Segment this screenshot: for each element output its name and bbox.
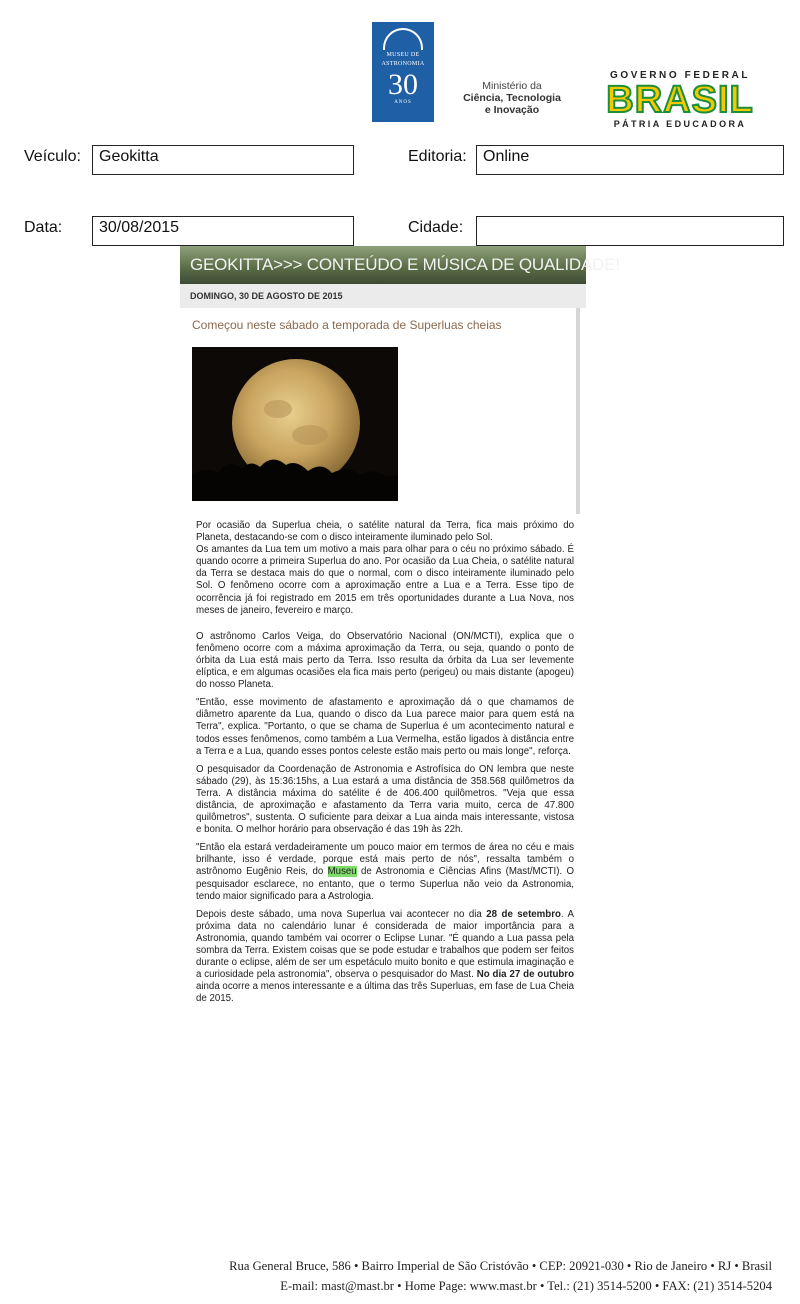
blog-banner: GEOKITTA>>> CONTEÚDO E MÚSICA DE QUALIDADE! bbox=[180, 246, 586, 284]
ministry-logo bbox=[452, 80, 572, 116]
data-field: 30/08/2015 bbox=[92, 216, 354, 246]
editoria-field: Online bbox=[476, 145, 784, 175]
article-paragraph-7: Depois deste sábado, uma nova Superlua vai acontecer no dia 28 de setembro. A próxima data no calendário lunar é considerada de maior importância para a Astronomia, quando também vai ocorrer o Eclipse Lunar. "É quando a Lua passa pela sombra da Terra. Existem coisas que se pode estudar e trabalhos que podem ser feitos durante o eclipse, além de ser um espetáculo muito bonito e que estimula imaginação e a curiosidade pela astronomia", observa o pesquisador do Mast. No dia 27 de outubro ainda ocorre a menos interessante e a última das três Superluas, em fase de Lua Cheia de 2015. bbox=[196, 908, 574, 1005]
article-paragraph-4: "Então, esse movimento de afastamento e aproximação dá o que chamamos de diâmetro aparente da Lua, quando o disco da Lua parece maior para quem está na Terra", explica. "Portanto, o que se chama de Superlua é um acontecimento natural e todos esses fenômenos, como também a Lua Vermelha, estão ligados à distância entre a Terra e a Lua, quando esses pontos celeste estão mais perto ou mais longe", reforça. bbox=[196, 697, 574, 757]
government-top: GOVERNO FEDERAL bbox=[609, 70, 751, 81]
article-body bbox=[196, 520, 574, 1011]
article-paragraph-3: O astrônomo Carlos Veiga, do Observatório Nacional (ON/MCTI), explica que o fenômeno ocorre com a máxima aproximação da Terra, ou seja, quando o ponto de órbita da Lua está mais perto da Terra. Isso resulta da órbita da Lua ser levemente elíptica, e em algumas ocasiões ela fica mais perto (perigeu) ou mais distante (apogeu) do nosso Planeta. bbox=[196, 630, 574, 691]
article-paragraph-6: "Então ela estará verdadeiramente um pouco maior em termos de área no céu e mais brilhante, isso é verdade, porque está mais perto de nós", ressalta também o astrônomo Eugênio Reis, do Museu de Astronomia e Ciências Afins (Mast/MCTI). O pesquisador esclarece, no entanto, que o termo Superlua não veio da Astronomia, tendo maior significado para a Astrologia. bbox=[196, 842, 575, 902]
mast-logo-number: 30 bbox=[388, 68, 418, 101]
observatory-dome-icon bbox=[383, 28, 423, 50]
post-title: Começou neste sábado a temporada de Superluas cheias bbox=[192, 318, 502, 332]
footer-line1: Rua General Bruce, 586 • Bairro Imperial de São Cristóvão • CEP: 20921-030 • Rio de Janeiro • RJ • Brasil bbox=[229, 1259, 772, 1273]
post-date: DOMINGO, 30 DE AGOSTO DE 2015 bbox=[180, 284, 586, 308]
veiculo-field: Geokitta bbox=[92, 145, 354, 175]
mast-logo bbox=[372, 22, 434, 122]
mast-logo-line2: ASTRONOMIA bbox=[381, 61, 425, 67]
cidade-field bbox=[476, 216, 784, 246]
highlighted-word: Museu bbox=[327, 866, 357, 878]
ministry-line1: Ministério da bbox=[482, 80, 542, 92]
editoria-label: Editoria: bbox=[408, 148, 467, 165]
data-label: Data: bbox=[24, 219, 63, 236]
government-brasil: BRASIL bbox=[606, 79, 754, 121]
mast-logo-anos: ANOS bbox=[394, 100, 412, 105]
government-logo bbox=[592, 70, 768, 129]
moon-photo bbox=[192, 347, 398, 501]
ministry-line3: e Inovação bbox=[484, 104, 540, 116]
ministry-line2: Ciência, Tecnologia bbox=[463, 92, 561, 104]
veiculo-label: Veículo: bbox=[24, 148, 81, 165]
article-paragraph-5: O pesquisador da Coordenação de Astronomia e Astrofísica do ON lembra que neste sábado (29), às 15:36:15hs, a Lua estará a uma distância de 358.568 quilômetros da Terra. A distância máxima do satélite é de 406.400 quilômetros. "Veja que essa distância, de aproximação e afastamento da Terra varia muito, cerca de 47.800 quilômetros", sustenta. O suficiente para deixar a Lua ainda mais interessante, vistosa e bonita. O melhor horário para observação é das 19h às 22h. bbox=[196, 763, 574, 836]
footer-line2: E-mail: mast@mast.br • Home Page: www.mast.br • Tel.: (21) 3514-5200 • FAX: (21) 3514-5204 bbox=[280, 1279, 772, 1293]
government-motto: PÁTRIA EDUCADORA bbox=[613, 119, 747, 129]
mast-logo-line1: MUSEU DE bbox=[386, 52, 420, 58]
full-moon-image bbox=[192, 347, 398, 501]
article-paragraph-1: Por ocasião da Superlua cheia, o satélite natural da Terra, fica mais próximo do Planeta, destacando-se com o disco inteiramente iluminado pelo Sol. Os amantes da Lua tem um motivo a mais para olhar para o céu no próximo sábado. É quando ocorre a primeira Superlua do ano. Por ocasião da Lua Cheia, o satélite natural da Terra se destaca mais do que o normal, com o disco inteiramente iluminado pelo Sol. O fenômeno ocorre com a aproximação entre a Lua e a Terra. Esse tipo de ocorrência já foi registrado em 2015 em três oportunidades durante a Lua Nova, nos meses de janeiro, fevereiro e março. bbox=[196, 520, 574, 616]
cidade-label: Cidade: bbox=[408, 219, 464, 236]
footer-address bbox=[0, 1256, 772, 1296]
